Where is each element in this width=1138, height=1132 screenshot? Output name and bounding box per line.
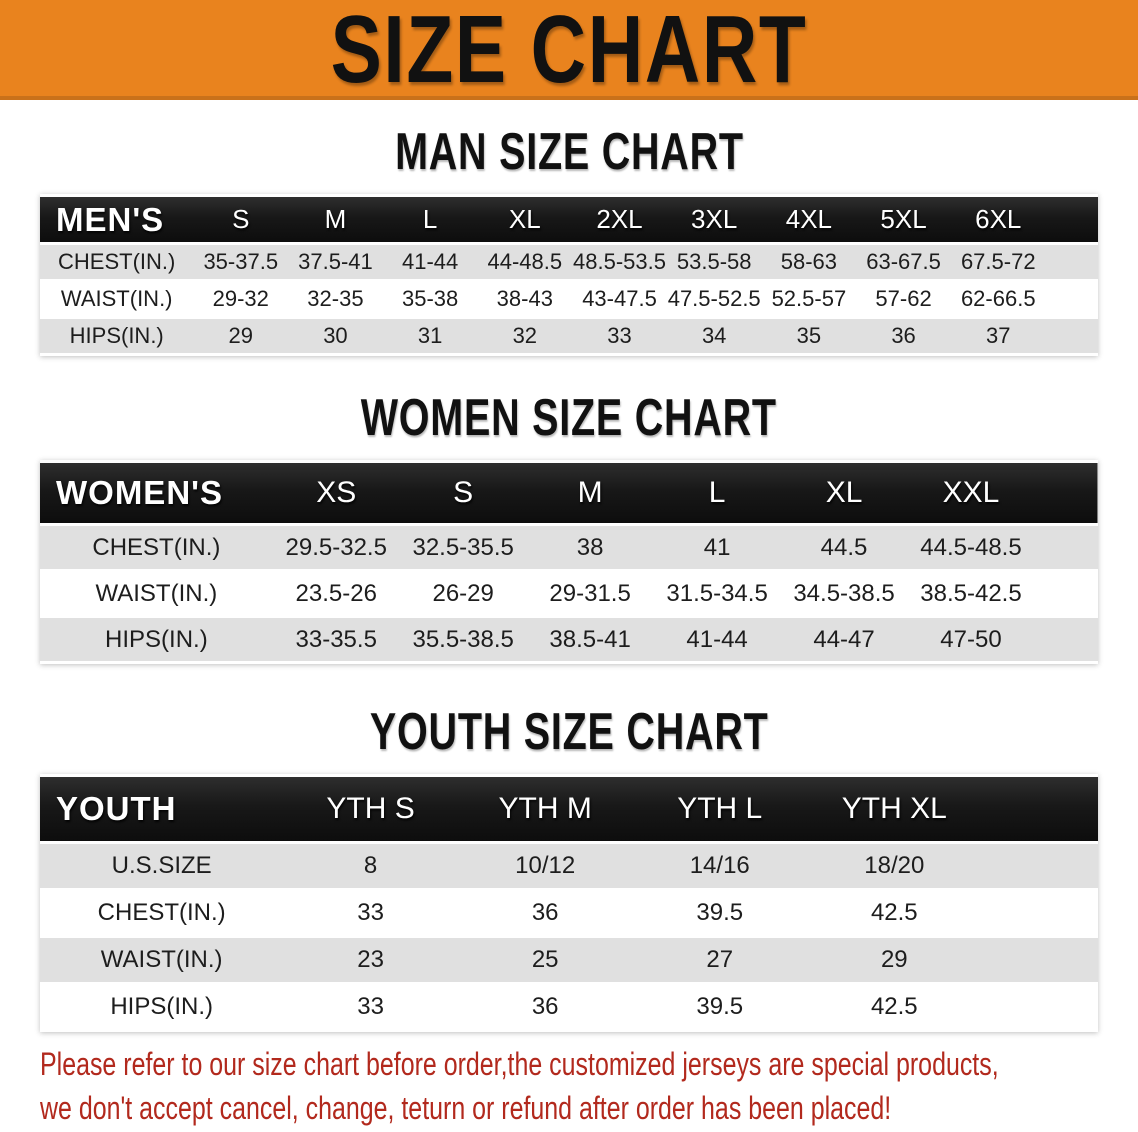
- youth-row-spacer-cell: [982, 938, 1098, 982]
- youth-row-label: HIPS(IN.): [110, 993, 213, 1020]
- women-size-value: 44.5-48.5: [920, 533, 1022, 561]
- men-size-value: 58-63: [780, 249, 838, 274]
- women-size-column-header: XS: [316, 476, 357, 509]
- women-row-label: WAIST(IN.): [95, 579, 218, 607]
- men-measurement-row: [40, 245, 1098, 279]
- youth-size-table: [40, 774, 1098, 1032]
- men-size-value: 32-35: [307, 286, 364, 311]
- youth-row-spacer-cell: [982, 844, 1098, 888]
- page-title: SIZE CHART: [330, 0, 808, 103]
- women-size-value: 38.5-42.5: [920, 579, 1022, 607]
- youth-size-value: 39.5: [696, 993, 744, 1020]
- youth-size-value: 29: [880, 946, 908, 973]
- men-size-column-header: 2XL: [596, 204, 643, 234]
- men-size-column-header: L: [422, 204, 438, 234]
- youth-size-value: 36: [531, 993, 559, 1020]
- women-size-value: 26-29: [432, 579, 494, 607]
- men-size-value: 32: [512, 323, 538, 348]
- women-size-value: 35.5-38.5: [412, 625, 514, 653]
- men-size-column-header: S: [232, 204, 250, 234]
- men-size-value: 57-62: [875, 286, 932, 311]
- men-row-spacer-cell: [1046, 245, 1098, 279]
- women-size-value: 29.5-32.5: [285, 533, 387, 561]
- women-measurement-row: [40, 526, 1098, 569]
- women-section-title: [0, 390, 1138, 446]
- women-size-value: 32.5-35.5: [412, 533, 514, 561]
- women-size-table: [40, 460, 1098, 664]
- note-line-1: Please refer to our size chart before order,the customized jerseys are special products,: [40, 1046, 999, 1082]
- youth-table-header-row: [40, 777, 1098, 841]
- men-size-value: 34: [701, 323, 727, 348]
- youth-row-spacer-cell: [982, 891, 1098, 935]
- men-size-value: 62-66.5: [960, 286, 1036, 311]
- men-size-value: 36: [891, 323, 916, 348]
- men-size-value: 31: [417, 323, 443, 348]
- women-size-value: 47-50: [940, 625, 1002, 653]
- youth-size-value: 42.5: [870, 993, 918, 1020]
- youth-row-label: WAIST(IN.): [100, 946, 223, 973]
- women-section: [0, 390, 1138, 664]
- women-section-title-text: WOMEN SIZE CHART: [360, 389, 778, 447]
- men-size-column-header: 3XL: [691, 204, 738, 234]
- youth-measurement-row: [40, 891, 1098, 935]
- women-size-value: 44.5: [820, 533, 868, 561]
- men-size-value: 63-67.5: [866, 249, 941, 274]
- youth-size-value: 8: [363, 852, 378, 879]
- women-size-value: 44-47: [813, 625, 875, 653]
- youth-row-spacer-cell: [982, 985, 1098, 1029]
- men-size-value: 52.5-57: [771, 286, 847, 311]
- youth-size-value: 42.5: [870, 899, 918, 926]
- women-size-column-header: S: [453, 476, 474, 509]
- men-table-corner-label: MEN'S: [56, 200, 165, 238]
- men-table-body: [40, 245, 1098, 353]
- youth-measurement-row: [40, 938, 1098, 982]
- men-size-value: 53.5-58: [676, 249, 752, 274]
- women-size-value: 23.5-26: [295, 579, 377, 607]
- youth-table-body: [40, 844, 1098, 1029]
- men-measurement-row: [40, 319, 1098, 353]
- women-size-column-header: XXL: [942, 476, 1000, 509]
- men-size-value: 30: [323, 323, 348, 348]
- men-size-column-header: 5XL: [880, 204, 927, 234]
- note-line-2: we don't accept cancel, change, teturn or refund after order has been placed!: [40, 1090, 892, 1126]
- women-table-body: [40, 526, 1098, 661]
- men-measurement-row: [40, 282, 1098, 316]
- men-header-spacer-cell: [1046, 197, 1098, 242]
- men-size-value: 67.5-72: [960, 249, 1036, 274]
- men-size-value: 48.5-53.5: [573, 249, 666, 274]
- men-section: [0, 124, 1138, 356]
- women-table-corner-label: WOMEN'S: [56, 474, 224, 511]
- men-size-value: 35-37.5: [203, 249, 279, 274]
- women-size-value: 33-35.5: [295, 625, 377, 653]
- women-table-header-row: [40, 463, 1098, 523]
- youth-measurement-row: [40, 985, 1098, 1029]
- youth-table-corner-label: YOUTH: [56, 790, 177, 827]
- order-policy-note: [40, 1042, 1138, 1130]
- men-size-value: 44-48.5: [487, 249, 563, 274]
- youth-header-spacer-cell: [982, 777, 1098, 841]
- youth-size-value: 14/16: [689, 852, 750, 879]
- men-row-label: WAIST(IN.): [60, 286, 173, 311]
- men-row-label: HIPS(IN.): [69, 323, 164, 348]
- men-size-column-header: 6XL: [975, 204, 1022, 234]
- youth-size-value: 10/12: [515, 852, 576, 879]
- youth-row-label: CHEST(IN.): [97, 899, 226, 926]
- youth-section: [0, 704, 1138, 1032]
- men-size-value: 35: [796, 323, 822, 348]
- men-size-value: 38-43: [496, 286, 553, 311]
- women-row-spacer-cell: [1034, 618, 1098, 661]
- youth-size-column-header: YTH XL: [841, 792, 947, 825]
- men-size-value: 37: [986, 323, 1011, 348]
- women-size-column-header: XL: [825, 476, 863, 509]
- women-size-value: 38: [576, 533, 604, 561]
- men-section-title-text: MAN SIZE CHART: [394, 123, 744, 181]
- youth-size-value: 23: [357, 946, 384, 973]
- men-row-spacer-cell: [1046, 319, 1098, 353]
- youth-size-value: 39.5: [696, 899, 744, 926]
- men-size-value: 41-44: [401, 249, 459, 274]
- men-size-value: 29-32: [212, 286, 269, 311]
- youth-size-value: 25: [531, 946, 559, 973]
- men-row-label: CHEST(IN.): [58, 249, 176, 274]
- youth-size-column-header: YTH L: [677, 792, 763, 825]
- youth-size-value: 27: [706, 946, 734, 973]
- women-size-value: 41: [703, 533, 731, 561]
- women-size-value: 38.5-41: [549, 625, 631, 653]
- women-measurement-row: [40, 618, 1098, 661]
- women-size-column-header: M: [577, 476, 603, 509]
- men-size-value: 33: [607, 323, 632, 348]
- men-size-column-header: M: [324, 204, 347, 234]
- youth-section-title-text: YOUTH SIZE CHART: [369, 703, 769, 761]
- men-size-column-header: 4XL: [785, 204, 832, 234]
- youth-size-column-header: YTH S: [326, 792, 415, 825]
- men-size-value: 35-38: [401, 286, 459, 311]
- men-size-value: 43-47.5: [582, 286, 657, 311]
- women-header-spacer-cell: [1034, 463, 1098, 523]
- women-size-value: 41-44: [686, 625, 748, 653]
- men-section-title: [0, 124, 1138, 180]
- men-table-header-row: [40, 197, 1098, 242]
- youth-size-value: 33: [357, 899, 384, 926]
- women-size-value: 31.5-34.5: [666, 579, 768, 607]
- women-row-label: CHEST(IN.): [92, 533, 221, 561]
- men-size-table: [40, 194, 1098, 356]
- men-size-value: 29: [228, 323, 253, 348]
- youth-size-value: 36: [531, 899, 559, 926]
- size-chart-banner: [0, 0, 1138, 103]
- youth-size-value: 33: [357, 993, 384, 1020]
- women-size-column-header: L: [708, 476, 726, 509]
- women-row-spacer-cell: [1034, 526, 1098, 569]
- youth-measurement-row: [40, 844, 1098, 888]
- women-row-spacer-cell: [1034, 572, 1098, 615]
- youth-row-label: U.S.SIZE: [111, 852, 212, 879]
- women-size-value: 29-31.5: [549, 579, 631, 607]
- women-size-value: 34.5-38.5: [793, 579, 895, 607]
- women-measurement-row: [40, 572, 1098, 615]
- youth-size-column-header: YTH M: [498, 792, 592, 825]
- men-size-value: 47.5-52.5: [667, 286, 761, 311]
- youth-size-value: 18/20: [864, 852, 925, 879]
- men-row-spacer-cell: [1046, 282, 1098, 316]
- women-row-label: HIPS(IN.): [105, 625, 208, 653]
- men-size-value: 37.5-41: [298, 249, 373, 274]
- men-size-column-header: XL: [508, 204, 541, 234]
- youth-section-title: [0, 704, 1138, 760]
